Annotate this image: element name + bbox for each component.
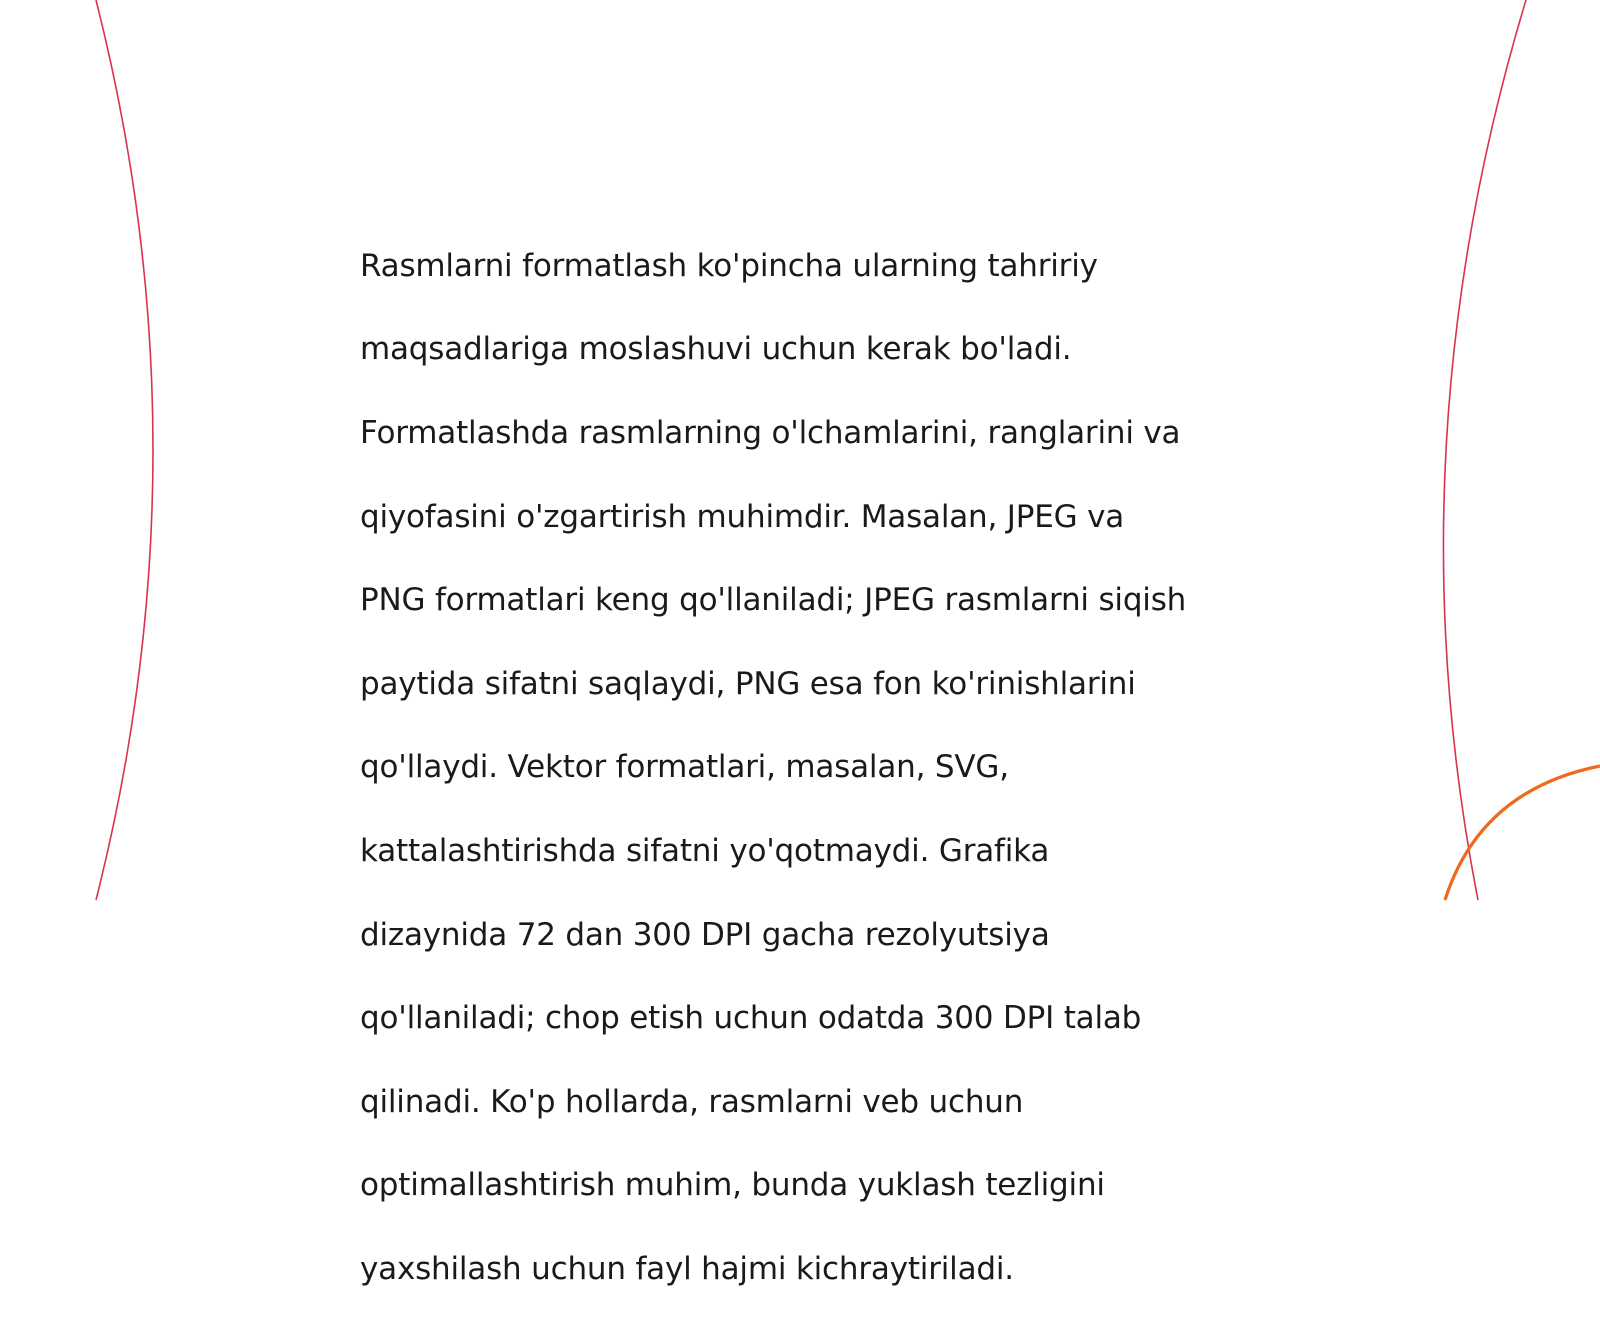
body-paragraph [360,204,1260,1333]
text-line: qo'llaniladi; chop etish uchun odatda 300 DPI talab [360,1000,1142,1037]
text-line: qiyofasini o'zgartirish muhimdir. Masalan, JPEG va [360,498,1125,535]
text-line: qilinadi. Ko'p hollarda, rasmlarni veb uchun [360,1083,1024,1120]
left-arc-line [96,0,153,900]
text-line: maqsadlariga moslashuvi uchun kerak bo'ladi. [360,331,1072,368]
right-arc-line [1443,0,1526,900]
text-line: paytida sifatni saqlaydi, PNG esa fon ko'rinishlarini [360,665,1136,702]
text-line: Rasmlarni formatlash ko'pincha ularning tahririy [360,247,1098,284]
text-line: qo'llaydi. Vektor formatlari, masalan, SVG, [360,749,1009,786]
text-line: yaxshilash uchun fayl hajmi kichraytiriladi. [360,1250,1014,1287]
text-line: kattalashtirishda sifatni yo'qotmaydi. Grafika [360,832,1050,869]
text-line: PNG formatlari keng qo'llaniladi; JPEG rasmlarni siqish [360,582,1187,619]
corner-orange-arc [1445,766,1600,900]
text-line: dizaynida 72 dan 300 DPI gacha rezolyutsiya [360,916,1050,953]
text-line: Formatlashda rasmlarning o'lchamlarini, ranglarini va [360,414,1181,451]
text-line: optimallashtirish muhim, bunda yuklash tezligini [360,1167,1105,1204]
